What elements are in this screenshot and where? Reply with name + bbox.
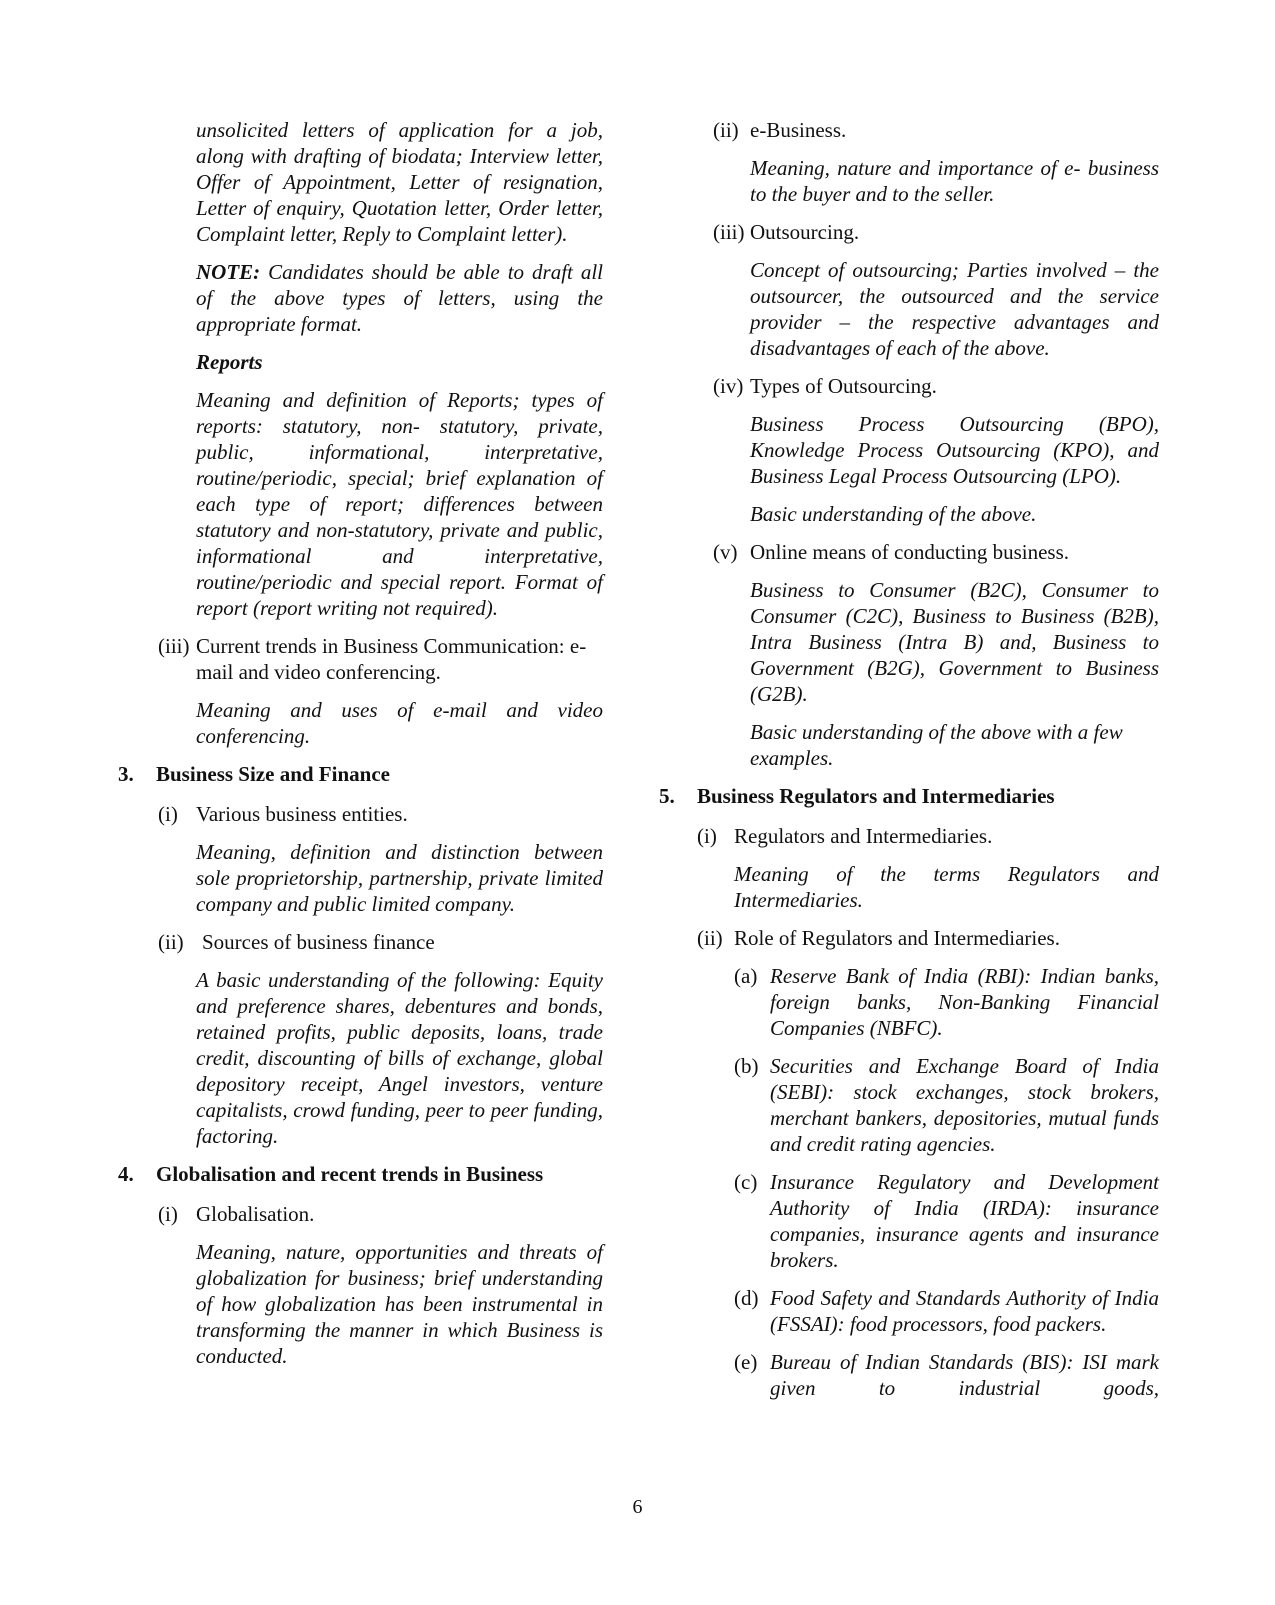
s4-item-iii-number: (iii): [713, 220, 745, 244]
s5-item-ii-title: Role of Regulators and Intermediaries.: [734, 926, 1060, 950]
section-3-title: Business Size and Finance: [156, 762, 390, 786]
s5-item-i-number: (i): [697, 824, 717, 848]
section-4-title: Globalisation and recent trends in Business: [156, 1162, 544, 1186]
section-3-number: 3.: [118, 762, 134, 786]
s5-item-e: [734, 1349, 1159, 1401]
s3-item-ii-text: A basic understanding of the following: Equity and preference shares, debentures and bonds, retained profits, public deposits, loans, trade credit, discounting of bills of exchange, global depository receipt, Angel investors, venture capitalists, crowd funding, peer to peer funding, factoring.: [196, 968, 603, 1148]
item-iii: [158, 633, 603, 685]
note-label: NOTE:: [196, 260, 261, 284]
s4-item-iii-title: Outsourcing.: [750, 220, 860, 244]
s3-item-ii-title: Sources of business finance: [202, 930, 435, 954]
s3-item-ii: [158, 929, 603, 955]
s4-item-iii-text: Concept of outsourcing; Parties involved – the outsourcer, the outsourced and the service provider – the respective advantages and disadvantages of each of the above.: [750, 258, 1159, 360]
s4-item-v-text-2: Basic understanding of the above with a few examples.: [750, 720, 1123, 770]
s4-item-ii-text: Meaning, nature and importance of e- business to the buyer and to the seller.: [750, 156, 1159, 206]
s5-item-ii: [697, 925, 1159, 951]
section-5-number: 5.: [659, 784, 675, 808]
s5-item-b-number: (b): [734, 1054, 759, 1078]
page-number: 6: [632, 1496, 643, 1518]
section-5-heading: [659, 783, 1159, 809]
section-3-heading: [118, 761, 603, 787]
item-iii-text: Meaning and uses of e-mail and video conferencing.: [196, 698, 603, 748]
s4-item-iv-text-2: Basic understanding of the above.: [750, 502, 1037, 526]
s5-item-i-title: Regulators and Intermediaries.: [734, 824, 993, 848]
s4-item-i-title: Globalisation.: [196, 1202, 315, 1226]
s4-item-i-number: (i): [158, 1202, 178, 1226]
note-text: Candidates should be able to draft all of the above types of letters, using the appropriate format.: [196, 260, 604, 336]
s3-item-i-text: Meaning, definition and distinction between sole proprietorship, partnership, private limited company and public limited company.: [196, 840, 603, 916]
s5-item-i: [697, 823, 1159, 849]
s4-item-iv-title: Types of Outsourcing.: [750, 374, 937, 398]
s4-item-i: [158, 1201, 603, 1227]
s5-item-c: [734, 1169, 1159, 1273]
s5-item-ii-number: (ii): [697, 926, 723, 950]
s4-item-iv-text: Business Process Outsourcing (BPO), Knowledge Process Outsourcing (KPO), and Business Legal Process Outsourcing (LPO).: [750, 412, 1159, 488]
reports-heading: Reports: [196, 350, 263, 374]
s4-item-v-text: Business to Consumer (B2C), Consumer to Consumer (C2C), Business to Business (B2B), Intra Business (Intra B) and, Business to Government (B2G), Government to Business (G2B).: [750, 578, 1159, 706]
s4-item-ii-title: e-Business.: [750, 118, 847, 142]
s4-item-ii-number: (ii): [713, 118, 739, 142]
s4-item-iii: [713, 219, 1159, 245]
s5-item-c-text: Insurance Regulatory and Development Authority of India (IRDA): insurance companies, insurance agents and insurance brokers.: [770, 1170, 1159, 1272]
s3-item-i: [158, 801, 603, 827]
s5-item-d-number: (d): [734, 1286, 759, 1310]
s5-item-e-number: (e): [734, 1350, 758, 1374]
s5-item-e-text: Bureau of Indian Standards (BIS): ISI mark given to industrial goods,: [770, 1350, 1159, 1400]
s5-item-c-number: (c): [734, 1170, 758, 1194]
s5-item-d: [734, 1285, 1159, 1337]
section-4-heading: [118, 1161, 603, 1187]
section-4-number: 4.: [118, 1162, 134, 1186]
s5-item-a-number: (a): [734, 964, 758, 988]
left-column: [118, 117, 603, 1381]
s3-item-i-title: Various business entities.: [196, 802, 408, 826]
s5-item-a-text: Reserve Bank of India (RBI): Indian banks, foreign banks, Non-Banking Financial Companies (NBFC).: [770, 964, 1159, 1040]
s4-item-iv-number: (iv): [713, 374, 744, 398]
s5-item-a: [734, 963, 1159, 1041]
s5-item-b: [734, 1053, 1159, 1157]
letters-continued-text: unsolicited letters of application for a job, along with drafting of biodata; Interview letter, Offer of Appointment, Letter of resignation, Letter of enquiry, Quotation letter, Order letter, Complaint letter, Reply to Complaint letter).: [196, 118, 603, 246]
s5-item-i-text: Meaning of the terms Regulators and Intermediaries.: [734, 862, 1159, 912]
reports-text: Meaning and definition of Reports; types of reports: statutory, non- statutory, private, public, informational, interpretative, routine/periodic, special; brief explanation of each type of report; differences between statutory and non-statutory, private and public, informational and interpretative, routine/periodic and special report. Format of report (report writing not required).: [196, 388, 603, 620]
s4-item-ii: [713, 117, 1159, 143]
item-iii-number: (iii): [158, 634, 190, 658]
s4-item-iv: [713, 373, 1159, 399]
item-iii-title: Current trends in Business Communication: e-mail and video conferencing.: [196, 634, 587, 684]
s5-item-d-text: Food Safety and Standards Authority of India (FSSAI): food processors, food packers.: [770, 1286, 1159, 1336]
s3-item-i-number: (i): [158, 802, 178, 826]
right-column: [659, 117, 1159, 1413]
note-paragraph: [118, 259, 603, 337]
s3-item-ii-number: (ii): [158, 930, 184, 954]
s5-item-b-text: Securities and Exchange Board of India (SEBI): stock exchanges, stock brokers, merchant bankers, depositories, mutual funds and credit rating agencies.: [770, 1054, 1159, 1156]
s4-item-i-text: Meaning, nature, opportunities and threats of globalization for business; brief understanding of how globalization has been instrumental in transforming the manner in which Business is conducted.: [196, 1240, 603, 1368]
s4-item-v-number: (v): [713, 540, 738, 564]
section-5-title: Business Regulators and Intermediaries: [697, 784, 1055, 808]
s4-item-v-title: Online means of conducting business.: [750, 540, 1070, 564]
s4-item-v: [713, 539, 1159, 565]
